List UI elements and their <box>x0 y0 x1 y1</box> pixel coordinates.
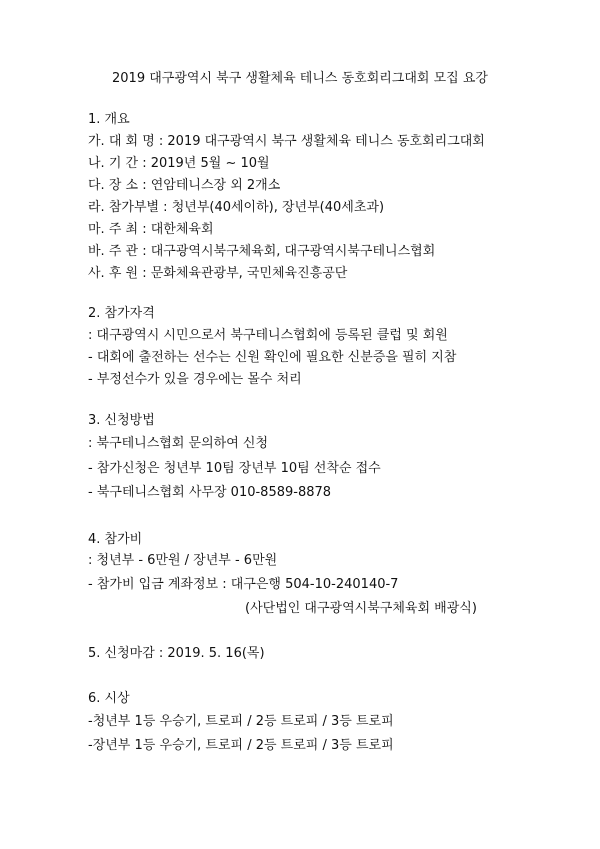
overview-organizer: 바. 주 관 : 대구광역시북구체육회, 대구광역시북구테니스협회 <box>88 244 436 259</box>
overview-venue: 다. 장 소 : 연암테니스장 외 2개소 <box>88 178 281 193</box>
awards-line-1: -청년부 1등 우승기, 트로피 / 2등 트로피 / 3등 트로피 <box>88 714 394 729</box>
fee-line-1: : 청년부 - 6만원 / 장년부 - 6만원 <box>88 553 278 568</box>
section-1-heading: 1. 개요 <box>88 112 130 127</box>
eligibility-line-1: : 대구광역시 시민으로서 북구테니스협회에 등록된 클럽 및 회원 <box>88 328 448 343</box>
application-line-3: - 북구테니스협회 사무장 010-8589-8878 <box>88 485 332 500</box>
section-2-heading: 2. 참가자격 <box>88 306 155 321</box>
eligibility-line-2: - 대회에 출전하는 선수는 신원 확인에 필요한 신분증을 필히 지참 <box>88 350 457 365</box>
section-3-heading: 3. 신청방법 <box>88 413 155 428</box>
overview-divisions: 라. 참가부별 : 청년부(40세이하), 장년부(40세초과) <box>88 200 385 215</box>
section-5-heading: 5. 신청마감 : 2019. 5. 16(목) <box>88 646 265 661</box>
overview-event-name: 가. 대 회 명 : 2019 대구광역시 북구 생활체육 테니스 동호회리그대회 <box>88 134 485 149</box>
eligibility-line-3: - 부정선수가 있을 경우에는 몰수 처리 <box>88 372 302 387</box>
application-line-1: : 북구테니스협회 문의하여 신청 <box>88 436 269 451</box>
section-4-heading: 4. 참가비 <box>88 532 143 547</box>
awards-line-2: -장년부 1등 우승기, 트로피 / 2등 트로피 / 3등 트로피 <box>88 738 394 753</box>
section-6-heading: 6. 시상 <box>88 691 130 706</box>
fee-account-holder: (사단법인 대구광역시북구체육회 배광식) <box>245 601 477 616</box>
fee-line-2: - 참가비 입금 계좌정보 : 대구은행 504-10-240140-7 <box>88 577 399 592</box>
document-title: 2019 대구광역시 북구 생활체육 테니스 동호회리그대회 모집 요강 <box>112 71 488 86</box>
overview-period: 나. 기 간 : 2019년 5월 ~ 10월 <box>88 156 270 171</box>
overview-host: 마. 주 최 : 대한체육회 <box>88 222 214 237</box>
overview-sponsor: 사. 후 원 : 문화체육관광부, 국민체육진흥공단 <box>88 266 348 281</box>
application-line-2: - 참가신청은 청년부 10팀 장년부 10팀 선착순 접수 <box>88 461 381 476</box>
